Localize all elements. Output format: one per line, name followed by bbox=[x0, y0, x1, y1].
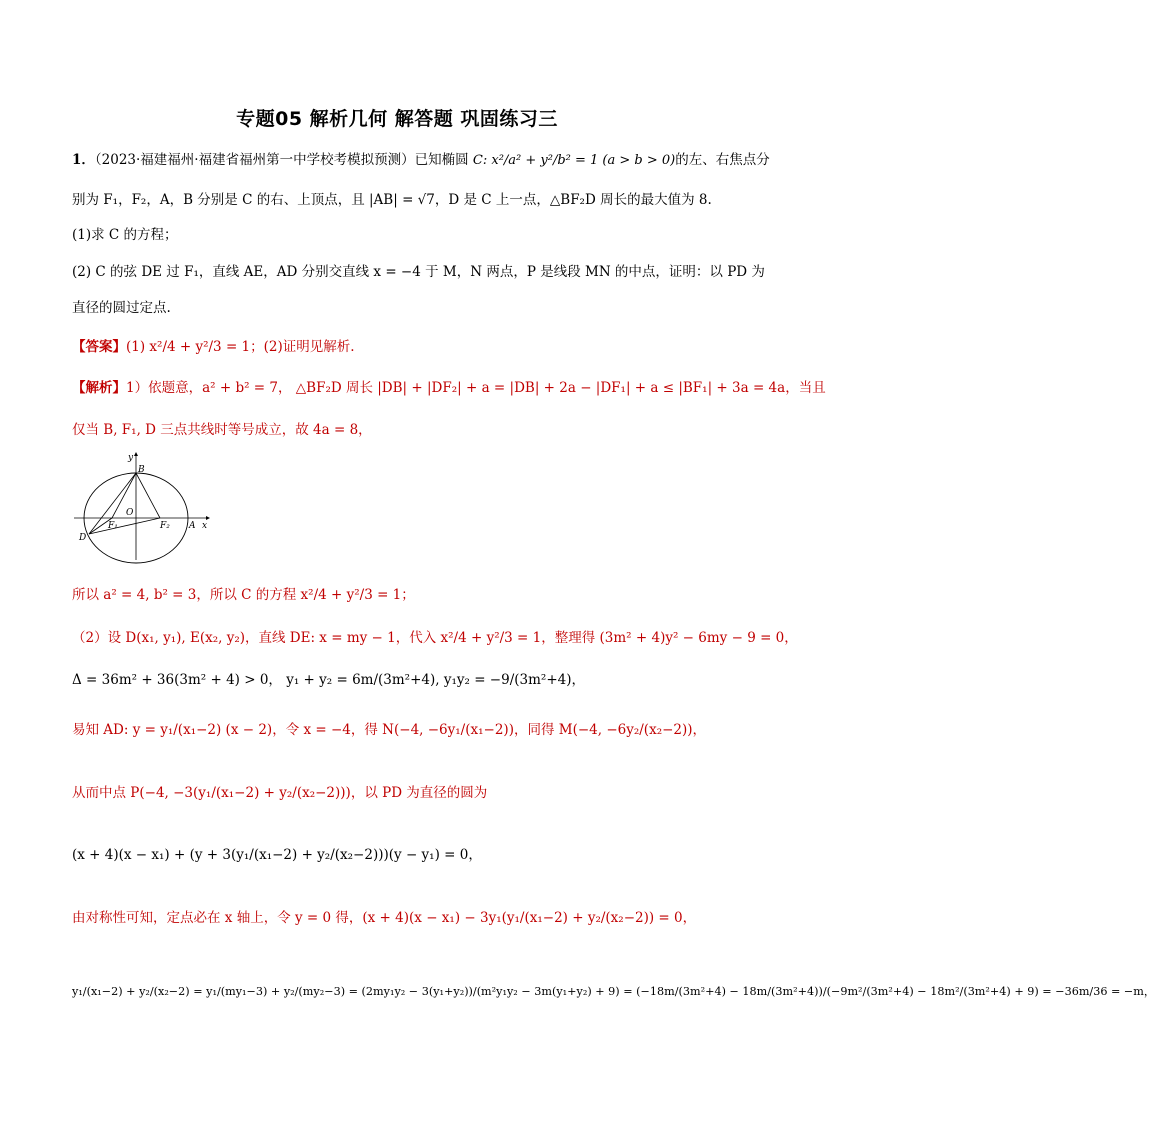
answer-label: 【答案】 bbox=[72, 339, 126, 355]
label-D: D bbox=[79, 533, 87, 543]
solution-line-3: 所以 a² = 4, b² = 3，所以 C 的方程 x²/4 + y²/3 = 1； bbox=[72, 587, 415, 603]
solution-line-9: 由对称性可知，定点必在 x 轴上，令 y = 0 得，(x + 4)(x − x₁) − 3y₁(y₁/(x₁−2) + y₂/(x₂−2)) = 0， bbox=[72, 910, 697, 926]
segment-BF2 bbox=[136, 473, 160, 518]
solution-line-8: (x + 4)(x − x₁) + (y + 3(y₁/(x₁−2) + y₂/(x₂−2)))(y − y₁) = 0， bbox=[72, 847, 482, 863]
problem-number: 1． bbox=[72, 152, 95, 168]
x-axis-arrow bbox=[206, 516, 210, 520]
label-y: y bbox=[128, 453, 134, 463]
problem-source: （2023·福建福州·福建省福州第一中学校考模拟预测） bbox=[94, 152, 415, 168]
solution-line-7: 从而中点 P(−4, −3(y₁/(x₁−2) + y₂/(x₂−2)))，以 PD 为直径的圆为 bbox=[72, 785, 488, 801]
solution-text-1: 1）依题意，a² + b² = 7， △BF₂D 周长 |DB| + |DF₂| + a = |DB| + 2a − |DF₁| + a ≤ |BF₁| + 3a = 4a，当且 bbox=[126, 380, 826, 396]
solution-label: 【解析】 bbox=[72, 380, 126, 396]
solution-line-6: 易知 AD: y = y₁/(x₁−2) (x − 2)，令 x = −4，得 N(−4, −6y₁/(x₁−2))，同得 M(−4, −6y₂/(x₂−2))， bbox=[72, 722, 707, 738]
ellipse-figure bbox=[74, 452, 214, 562]
problem-part-1: (1)求 C 的方程； bbox=[72, 227, 178, 243]
problem-line-1 bbox=[72, 150, 770, 171]
solution-line-2: 仅当 B, F₁, D 三点共线时等号成立，故 4a = 8， bbox=[72, 422, 372, 438]
label-O: O bbox=[126, 508, 134, 518]
problem-part-2a: (2) C 的弦 DE 过 F₁，直线 AE，AD 分别交直线 x = −4 于 M，N 两点，P 是线段 MN 的中点，证明：以 PD 为 bbox=[72, 264, 765, 280]
solution-line-5: Δ = 36m² + 36(3m² + 4) > 0， y₁ + y₂ = 6m/(3m²+4), y₁y₂ = −9/(3m²+4)， bbox=[72, 672, 585, 688]
solution-line-4: （2）设 D(x₁, y₁), E(x₂, y₂)，直线 DE: x = my − 1，代入 x²/4 + y²/3 = 1，整理得 (3m² + 4)y² − 6my − 9 = 0， bbox=[72, 630, 798, 646]
label-B: B bbox=[138, 465, 145, 475]
problem-intro-tail: 的左、右焦点分 bbox=[675, 152, 770, 168]
problem-intro: 已知椭圆 bbox=[414, 152, 469, 168]
page-title: 专题05 解析几何 解答题 巩固练习三 bbox=[236, 108, 558, 130]
label-A: A bbox=[189, 521, 196, 531]
problem-line-2: 别为 F₁，F₂，A，B 分别是 C 的右、上顶点，且 |AB| = √7，D 是 C 上一点，△BF₂D 周长的最大值为 8. bbox=[72, 192, 712, 208]
answer-line bbox=[72, 337, 724, 357]
ellipse-diagram bbox=[74, 452, 214, 562]
label-F2: F₂ bbox=[160, 521, 170, 531]
label-x: x bbox=[202, 521, 208, 531]
solution-line-10: y₁/(x₁−2) + y₂/(x₂−2) = y₁/(my₁−3) + y₂/(my₂−3) = (2my₁y₂ − 3(y₁+y₂))/(m²y₁y₂ − 3m(y₁+y₂) + 9) = (−18m/(3m²+4) − 18m/(3m²+4))/(−9m²/(3m²+4) − 18m²/(3m²+4) + 9) = −36m/36 = −m， bbox=[72, 985, 1155, 998]
ellipse-equation: C: x²/a² + y²/b² = 1 (a > b > 0) bbox=[472, 153, 676, 168]
y-axis-arrow bbox=[134, 452, 138, 456]
label-F1: F₁ bbox=[108, 521, 118, 531]
problem-part-2b: 直径的圆过定点. bbox=[72, 300, 171, 316]
answer-text: (1) x²/4 + y²/3 = 1；(2)证明见解析. bbox=[126, 339, 355, 355]
solution-line-1 bbox=[72, 378, 826, 398]
